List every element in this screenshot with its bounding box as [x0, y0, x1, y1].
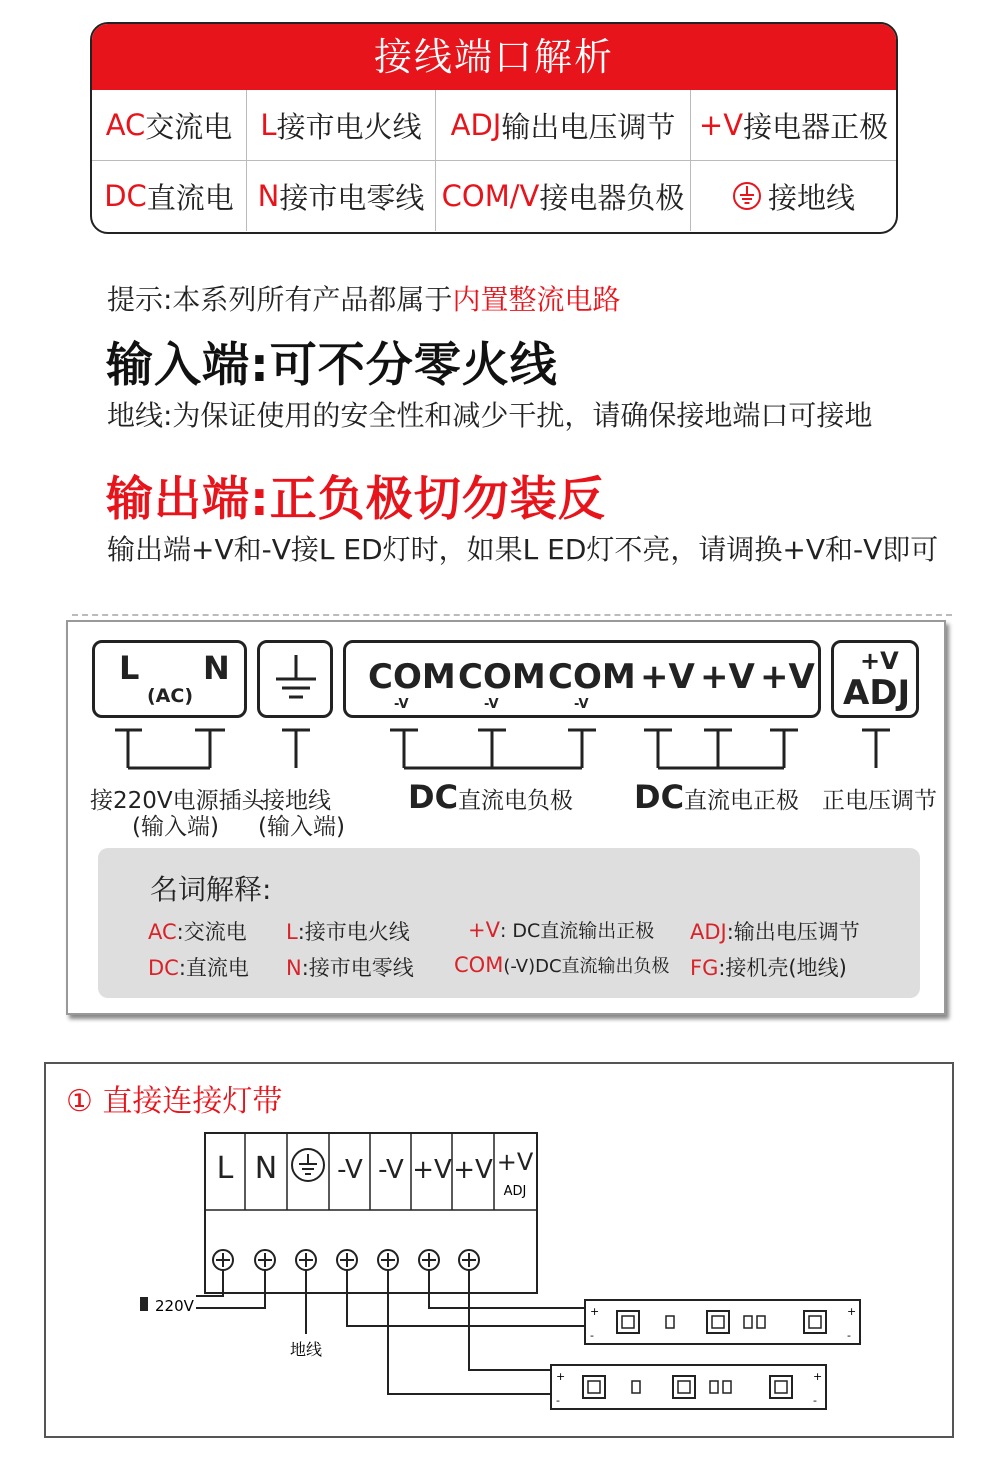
svg-text:+: +: [813, 1370, 823, 1383]
svg-text:-: -: [590, 1329, 594, 1342]
plus-v-label: +V: [640, 657, 695, 697]
tip-prefix: 提示:本系列所有产品都属于: [107, 283, 453, 316]
gloss-code: ADJ: [690, 920, 727, 944]
terminal-neg-label: -V: [337, 1155, 363, 1185]
ac-label: (AC): [147, 685, 194, 707]
input-sub-label: (输入端): [132, 814, 219, 840]
neg-rest-label: 直流电负极: [458, 788, 574, 814]
ground-sub-label: (输入端): [258, 814, 345, 840]
pos-dc-label: DC: [634, 778, 685, 816]
gloss-desc: :接市电火线: [297, 920, 410, 944]
gloss-code: L: [286, 920, 298, 944]
plus-v-label: +V: [700, 657, 755, 697]
gloss-code: AC: [148, 920, 177, 944]
adj-label: ADJ: [843, 673, 911, 713]
svg-text:-: -: [847, 1329, 851, 1342]
tip-highlight: 内置整流电路: [452, 283, 621, 316]
gloss-desc: : DC直流输出正极: [499, 920, 655, 942]
terminal-table-title: 接线端口解析: [92, 24, 896, 90]
gloss-code: +V: [468, 918, 500, 942]
gloss-desc: :接机壳(地线): [718, 956, 847, 980]
com-sub-label: -V: [394, 697, 409, 712]
output-title: 输出端:正负极切勿装反: [106, 472, 606, 527]
term-code: ADJ: [450, 108, 502, 142]
term-desc: 直流电: [146, 180, 234, 215]
gloss-code: DC: [148, 956, 179, 980]
term-code: +V: [698, 108, 744, 142]
label-220v: 220V: [155, 1297, 194, 1315]
input-title: 输入端:可不分零火线: [106, 338, 558, 393]
led-strip-2: [551, 1365, 826, 1409]
gloss-desc: (-V)DC直流输出负极: [503, 956, 670, 977]
terminal-pos-label: +V: [412, 1155, 452, 1185]
terminal-adj-sub: ADJ: [503, 1184, 527, 1199]
terminal-l-label: L: [216, 1151, 234, 1186]
terminal-pos-label: +V: [453, 1155, 493, 1185]
com-label: COM: [368, 657, 456, 697]
ground-label: 接地线: [262, 788, 331, 814]
svg-text:+: +: [590, 1305, 600, 1318]
n-terminal-label: N: [203, 649, 230, 687]
term-desc: 接市电火线: [276, 109, 422, 144]
svg-text:+: +: [847, 1305, 857, 1318]
plus-v-label: +V: [760, 657, 815, 697]
term-desc: 接电器正极: [743, 109, 889, 144]
input-desc: 地线:为保证使用的安全性和减少干扰，请确保接地端口可接地: [107, 399, 873, 432]
terminal-n-label: N: [254, 1151, 278, 1186]
svg-text:-: -: [556, 1394, 560, 1407]
term-desc: 接市电零线: [279, 180, 425, 215]
gloss-code: COM: [454, 953, 504, 977]
term-desc: 输出电压调节: [501, 109, 676, 144]
terminal-neg-label: -V: [378, 1155, 404, 1185]
output-desc: 输出端+V和-V接L ED灯时，如果L ED灯不亮，请调换+V和-V即可: [107, 533, 939, 566]
svg-text:+: +: [556, 1370, 566, 1383]
led-strip-1: [585, 1300, 860, 1344]
com-sub-label: -V: [574, 697, 589, 712]
input-label: 接220V电源插头: [90, 788, 265, 814]
gloss-code: FG: [690, 956, 719, 980]
label-ground: 地线: [290, 1340, 323, 1359]
gloss-desc: :输出电压调节: [726, 920, 860, 944]
adj-desc-label: 正电压调节: [822, 788, 937, 814]
gloss-desc: :直流电: [178, 956, 249, 980]
com-label: COM: [548, 657, 636, 697]
terminal-adj-label: +V: [496, 1148, 534, 1176]
term-code: DC: [104, 179, 147, 213]
term-code: AC: [105, 108, 146, 142]
adj-top-label: +V: [860, 647, 899, 675]
term-desc: 交流电: [145, 109, 233, 144]
term-desc: 接地线: [767, 180, 855, 215]
term-code: L: [260, 108, 277, 142]
term-code: COM/V: [441, 179, 540, 213]
gloss-code: N: [286, 956, 302, 980]
glossary-title: 名词解释:: [150, 873, 272, 906]
wiring-title: ① 直接连接灯带: [66, 1084, 283, 1119]
com-label: COM: [458, 657, 546, 697]
com-sub-label: -V: [484, 697, 499, 712]
svg-text:-: -: [813, 1394, 817, 1407]
neg-dc-label: DC: [408, 778, 459, 816]
plug-icon: [140, 1297, 148, 1311]
gloss-desc: :交流电: [176, 920, 247, 944]
l-terminal-label: L: [119, 649, 140, 687]
term-code: N: [257, 179, 280, 213]
term-desc: 接电器负极: [539, 180, 685, 215]
gloss-desc: :接市电零线: [301, 956, 414, 980]
pos-rest-label: 直流电正极: [684, 788, 800, 814]
